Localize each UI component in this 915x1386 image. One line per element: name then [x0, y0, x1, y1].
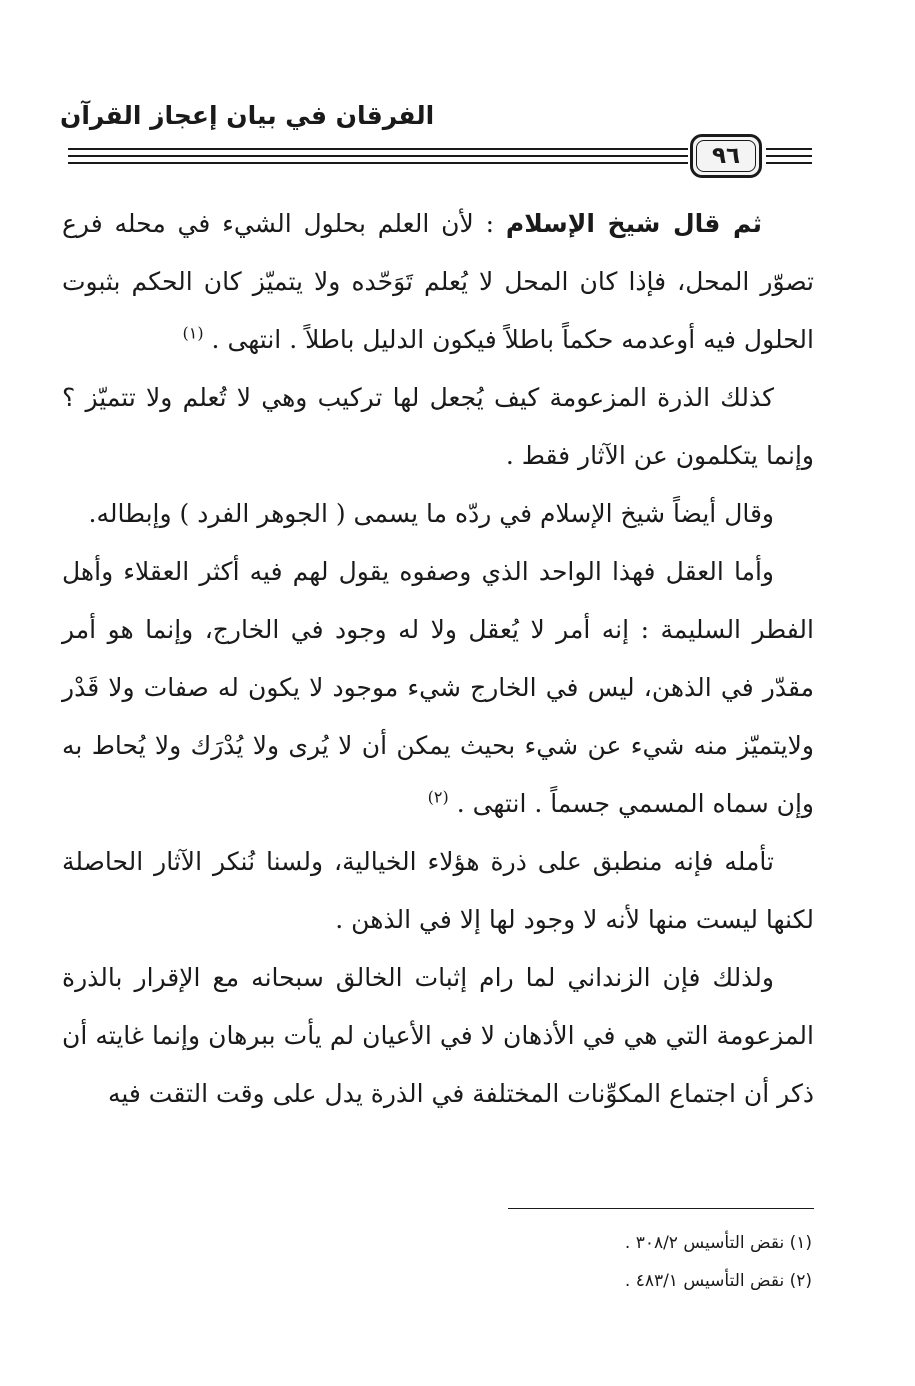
header-rule-right-top — [766, 148, 812, 150]
footnotes — [400, 1224, 812, 1300]
header-rule-top — [68, 148, 688, 150]
paragraph-text: : لأن العلم بحلول الشيء في محله فرع تصوّر المحل، فإذا كان المحل لا يُعلم تَوَحّده ولا يتميّز كان الحكم بثبوت الحلول فيه أوعدمه حكماً باطلاً فيكون الدليل باطلاً . انتهى . — [62, 209, 814, 354]
page-number: ٩٦ — [711, 143, 741, 169]
footnote-reference: (٢) — [427, 787, 449, 807]
page-number-frame — [690, 134, 762, 178]
header-rule-right-middle — [766, 155, 812, 157]
header-rule-bottom — [68, 162, 688, 164]
paragraph — [62, 949, 814, 1123]
footnote: (٢) نقض التأسيس ٤٨٣/١ . — [624, 1271, 812, 1291]
footnote: (١) نقض التأسيس ٣٠٨/٢ . — [624, 1233, 812, 1253]
footnote-reference: (١) — [182, 323, 204, 343]
paragraph — [62, 369, 814, 485]
paragraph-text: كذلك الذرة المزعومة كيف يُجعل لها تركيب وهي لا تُعلم ولا تتميّز ؟ وإنما يتكلمون عن الآثار فقط . — [62, 383, 814, 470]
paragraph-text: تأمله فإنه منطبق على ذرة هؤلاء الخيالية، ولسنا نُنكر الآثار الحاصلة لكنها ليست منها لأنه لا وجود لها إلا في الذهن . — [62, 847, 814, 934]
header-rule-middle — [68, 155, 688, 157]
running-title: الفرقان في بيان إعجاز القرآن — [60, 101, 435, 130]
paragraph — [62, 833, 814, 949]
main-text — [62, 195, 814, 1123]
paragraph-text: وأما العقل فهذا الواحد الذي وصفوه يقول لهم فيه أكثر العقلاء وأهل الفطر السليمة : إنه أمر لا يُعقل ولا له وجود في الخارج، وإنما هو أمر مقدّر في الذهن، ليس في الخارج شيء موجود لا يكون له صفات ولا قَدْر ولايتميّز منه شيء عن شيء بحيث يمكن أن لا يُرى ولا يُدْرَك ولا يُحاط به وإن سماه المسمي جسماً . انتهى . — [62, 557, 814, 818]
paragraph-text: ولذلك فإن الزنداني لما رام إثبات الخالق سبحانه مع الإقرار بالذرة المزعومة التي هي في الأذهان لا في الأعيان لم يأت ببرهان وإنما غايته أن ذكر أن اجتماع المكوِّنات المختلفة في الذرة يدل على وقت التقت فيه — [62, 963, 814, 1108]
paragraph — [62, 195, 814, 369]
paragraph — [62, 485, 814, 543]
paragraph-lead: ثم قال شيخ الإسلام — [505, 209, 762, 238]
footnote-separator — [508, 1208, 814, 1209]
header-rule-right-bottom — [766, 162, 812, 164]
paragraph-text: وقال أيضاً شيخ الإسلام في ردّه ما يسمى ( الجوهر الفرد ) وإبطاله. — [88, 499, 774, 528]
paragraph — [62, 543, 814, 833]
